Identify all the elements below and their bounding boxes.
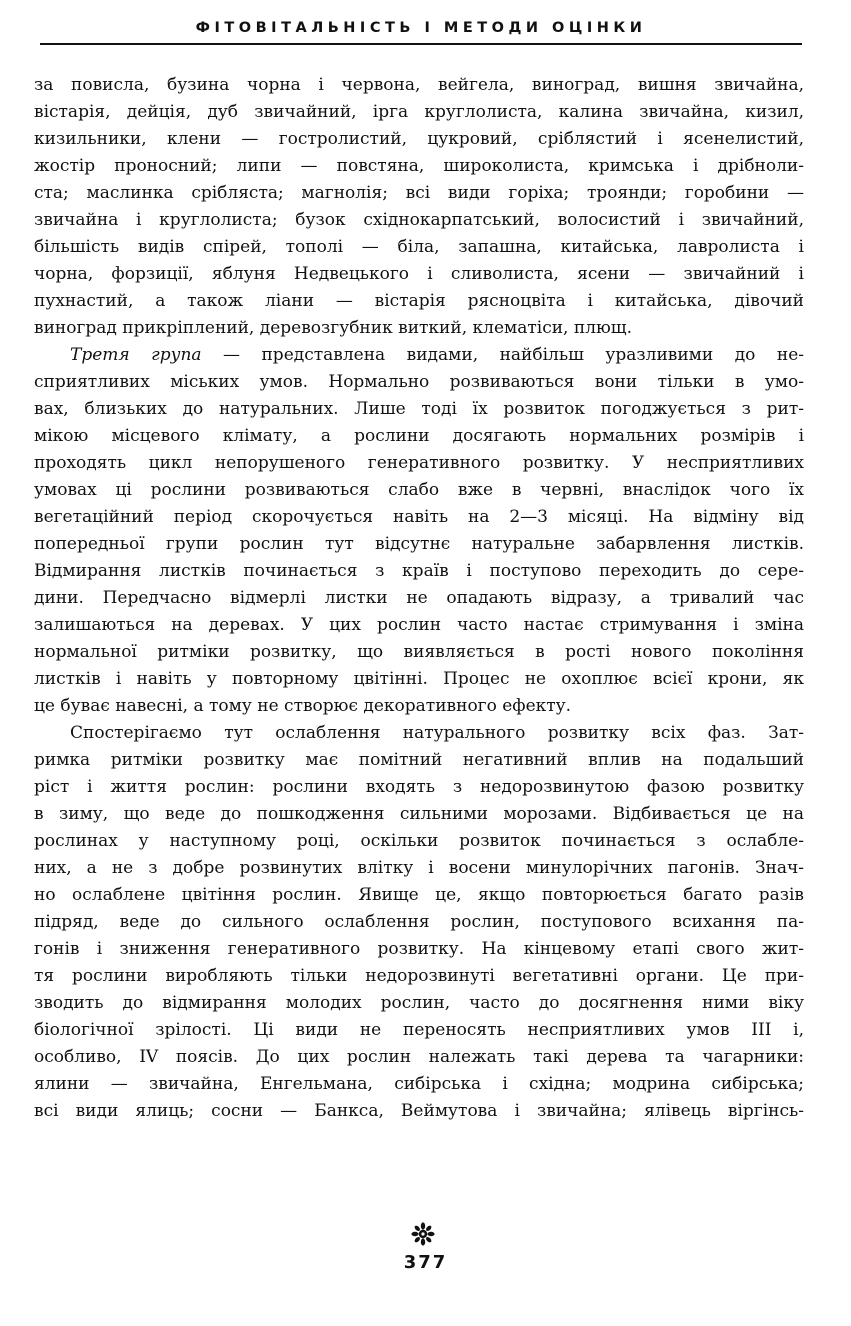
running-title: ФІТОВІТАЛЬНІСТЬ І МЕТОДИ ОЦІНКИ xyxy=(195,20,647,36)
text-line: пухнастий, а також ліани — вістарія рясноцвіта і китайська, дівочий xyxy=(34,291,804,311)
text-line: виноград прикріплений, деревозгубник виткий, клематіси, плющ. xyxy=(34,318,633,338)
text-line: вістарія, дейція, дуб звичайний, ірга круглолиста, калина звичайна, кизил, xyxy=(34,102,804,122)
paragraph-1 xyxy=(34,72,804,342)
page-number: 377 xyxy=(403,1252,448,1273)
text-line: но ослаблене цвітіння рослин. Явище це, якщо повторюється багато разів xyxy=(34,885,804,905)
text-line: особливо, IV поясів. До цих рослин належать такі дерева та чагарники: xyxy=(34,1047,804,1067)
text-line: за повисла, бузина чорна і червона, вейгела, виноград, вишня звичайна, xyxy=(34,75,804,95)
text-line: чорна, форзиції, яблуня Недвецького і сливолиста, ясени — звичайний і xyxy=(34,264,804,284)
text-line: біологічної зрілості. Ці види не переносять несприятливих умов III і, xyxy=(34,1020,804,1040)
running-head xyxy=(40,18,802,40)
floral-ornament-icon xyxy=(411,1222,435,1246)
text-line: нормальної ритміки розвитку, що виявляється в рості нового покоління xyxy=(34,642,804,662)
text-line: дини. Передчасно відмерлі листки не опадають відразу, а тривалий час xyxy=(34,588,804,608)
text-line: в зиму, що веде до пошкодження сильними морозами. Відбивається це на xyxy=(34,804,804,824)
text-line: звичайна і круглолиста; бузок східнокарпатський, волосистий і звичайний, xyxy=(34,210,804,230)
text-line: залишаються на деревах. У цих рослин часто настає стримування і зміна xyxy=(34,615,804,635)
text-line: листків і навіть у повторному цвітінні. Процес не охоплює всієї крони, як xyxy=(34,669,804,689)
text-line: вах, близьких до натуральних. Лише тоді їх розвиток погоджується з рит- xyxy=(34,399,804,419)
text-line: всі види ялиць; сосни — Банкса, Веймутова і звичайна; ялівець віргінсь- xyxy=(34,1101,804,1121)
text-line: більшість видів спірей, тополі — біла, запашна, китайська, лавролиста і xyxy=(34,237,804,257)
text-line: Спостерігаємо тут ослаблення натурального розвитку всіх фаз. Зат- xyxy=(70,723,804,743)
text-line xyxy=(34,342,804,369)
text-line: попередньої групи рослин тут відсутнє натуральне забарвлення листків. xyxy=(34,534,804,554)
text-line: умовах ці рослини розвиваються слабо вже в червні, внаслідок чого їх xyxy=(34,480,804,500)
paragraph-3 xyxy=(34,720,804,1125)
body-text xyxy=(34,72,804,1125)
header-rule xyxy=(40,43,802,45)
text-line: підряд, веде до сильного ослаблення рослин, поступового всихання па- xyxy=(34,912,804,932)
text-line: проходять цикл непорушеного генеративного розвитку. У несприятливих xyxy=(34,453,804,473)
text-line: рослинах у наступному році, оскільки розвиток починається з ослабле- xyxy=(34,831,804,851)
text-line: жостір проносний; липи — повстяна, широколиста, кримська і дрібноли- xyxy=(34,156,804,176)
text-line: ста; маслинка срібляста; магнолія; всі види горіха; троянди; горобини — xyxy=(34,183,804,203)
text-line: сприятливих міських умов. Нормально розвиваються вони тільки в умо- xyxy=(34,372,804,392)
text-line-rest: — представлена видами, найбільш уразливими до не- xyxy=(201,345,804,365)
text-line: них, а не з добре розвинутих влітку і восени минулорічних пагонів. Знач- xyxy=(34,858,804,878)
text-line: гонів і зниження генеративного розвитку. На кінцевому етапі свого жит- xyxy=(34,939,804,959)
text-line: вегетаційний період скорочується навіть на 2—3 місяці. На відміну від xyxy=(34,507,804,527)
paragraph-2 xyxy=(34,342,804,720)
text-line: ріст і життя рослин: рослини входять з недорозвинутою фазою розвитку xyxy=(34,777,804,797)
text-line: це буває навесні, а тому не створює декоративного ефекту. xyxy=(34,696,572,716)
text-line: римка ритміки розвитку має помітний негативний вплив на подальший xyxy=(34,750,804,770)
text-line: Відмирання листків починається з країв і поступово переходить до сере- xyxy=(34,561,804,581)
text-line: кизильники, клени — гостролистий, цукровий, сріблястий і ясенелистий, xyxy=(34,129,804,149)
group-heading: Третя група xyxy=(70,345,202,365)
text-line: зводить до відмирання молодих рослин, часто до досягнення ними віку xyxy=(34,993,804,1013)
text-line: ялини — звичайна, Енгельмана, сибірська і східна; модрина сибірська; xyxy=(34,1074,804,1094)
text-line: тя рослини виробляють тільки недорозвинуті вегетативні органи. Це при- xyxy=(34,966,804,986)
text-line: мікою місцевого клімату, а рослини досягають нормальних розмірів і xyxy=(34,426,804,446)
